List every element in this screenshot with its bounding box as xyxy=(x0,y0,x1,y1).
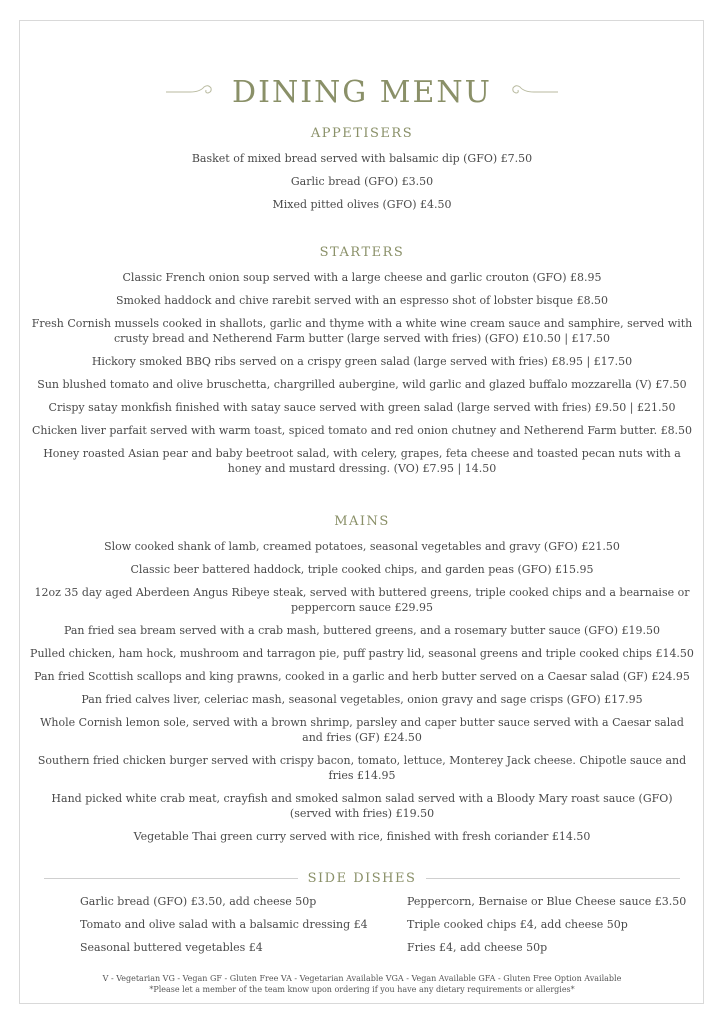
side-dishes-heading-row xyxy=(44,868,680,888)
menu-item: Southern fried chicken burger served with crispy bacon, tomato, lettuce, Monterey Jack cheese. Chipotle sauce and fries £14.95 xyxy=(37,754,687,782)
side-item: Seasonal buttered vegetables £4 xyxy=(80,941,263,954)
page-title: DINING MENU xyxy=(232,74,492,110)
left-flourish-icon xyxy=(164,82,214,102)
side-item: Garlic bread (GFO) £3.50, add cheese 50p xyxy=(80,895,317,908)
menu-item: Pulled chicken, ham hock, mushroom and tarragon pie, puff pastry lid, seasonal greens and triple cooked chips £14.50 xyxy=(30,647,694,660)
starters-section xyxy=(30,245,694,484)
menu-item: Whole Cornish lemon sole, served with a brown shrimp, parsley and caper butter sauce served with a Caesar salad and fries (GF) £24.50 xyxy=(40,716,684,744)
dietary-legend: V - Vegetarian VG - Vegan GF - Gluten Free VA - Vegetarian Available VGA - Vegan Available GFA - Gluten Free Option Available xyxy=(102,974,622,983)
menu-item: Vegetable Thai green curry served with rice, finished with fresh coriander £14.50 xyxy=(133,830,591,843)
right-flourish-icon xyxy=(510,82,560,102)
allergy-note: *Please let a member of the team know upon ordering if you have any dietary requirements or allergies* xyxy=(149,985,575,994)
menu-item: Mixed pitted olives (GFO) £4.50 xyxy=(272,198,452,211)
menu-item: Classic beer battered haddock, triple cooked chips, and garden peas (GFO) £15.95 xyxy=(130,563,594,576)
side-dishes-left-column xyxy=(80,890,368,959)
mains-section xyxy=(30,514,694,852)
menu-item: Hand picked white crab meat, crayfish and smoked salmon salad served with a Bloody Mary roast sauce (GFO) (served with fries) £19.50 xyxy=(51,792,673,820)
menu-item: Slow cooked shank of lamb, creamed potatoes, seasonal vegetables and gravy (GFO) £21.50 xyxy=(104,540,620,553)
menu-item: Chicken liver parfait served with warm toast, spiced tomato and red onion chutney and Netherend Farm butter. £8.50 xyxy=(31,424,693,437)
section-heading: SIDE DISHES xyxy=(307,870,417,886)
menu-item: Pan fried Scottish scallops and king prawns, cooked in a garlic and herb butter served on a Caesar salad (GF) £24.95 xyxy=(34,670,690,683)
menu-item: Crispy satay monkfish finished with satay sauce served with green salad (large served with fries) £9.50 | £21.50 xyxy=(48,401,676,414)
section-heading: MAINS xyxy=(334,514,390,529)
divider xyxy=(44,878,298,879)
divider xyxy=(426,878,680,879)
section-heading: STARTERS xyxy=(319,245,405,260)
menu-item: Classic French onion soup served with a large cheese and garlic crouton (GFO) £8.95 xyxy=(122,271,602,284)
side-item: Fries £4, add cheese 50p xyxy=(407,941,548,954)
menu-item: Garlic bread (GFO) £3.50 xyxy=(290,175,434,188)
menu-item: 12oz 35 day aged Aberdeen Angus Ribeye steak, served with buttered greens, triple cooked chips and a bearnaise or peppercorn sauce £29.95 xyxy=(34,586,690,614)
menu-item: Smoked haddock and chive rarebit served with an espresso shot of lobster bisque £8.50 xyxy=(115,294,609,307)
menu-item: Hickory smoked BBQ ribs served on a crispy green salad (large served with fries) £8.95 | £17.50 xyxy=(91,355,633,368)
menu-item: Basket of mixed bread served with balsamic dip (GFO) £7.50 xyxy=(191,152,533,165)
footer xyxy=(0,973,724,995)
side-item: Tomato and olive salad with a balsamic dressing £4 xyxy=(80,918,368,931)
section-heading: APPETISERS xyxy=(310,126,414,141)
menu-item: Honey roasted Asian pear and baby beetroot salad, with celery, grapes, feta cheese and toasted pecan nuts with a honey and mustard dressing. (VO) £7.95 | 14.50 xyxy=(43,447,681,475)
appetisers-section xyxy=(30,126,694,220)
menu-item: Pan fried sea bream served with a crab mash, buttered greens, and a rosemary butter sauce (GFO) £19.50 xyxy=(63,624,661,637)
menu-item: Fresh Cornish mussels cooked in shallots, garlic and thyme with a white wine cream sauce and samphire, served with crusty bread and Netherend Farm butter (large served with fries) (GFO) £10.50 | £17.50 xyxy=(31,317,693,345)
side-item: Peppercorn, Bernaise or Blue Cheese sauce £3.50 xyxy=(407,895,687,908)
title-row xyxy=(0,70,724,114)
menu-item: Pan fried calves liver, celeriac mash, seasonal vegetables, onion gravy and sage crisps (GFO) £17.95 xyxy=(81,693,643,706)
side-dishes-right-column xyxy=(407,890,686,959)
side-item: Triple cooked chips £4, add cheese 50p xyxy=(407,918,628,931)
menu-item: Sun blushed tomato and olive bruschetta, chargrilled aubergine, wild garlic and glazed buffalo mozzarella (V) £7.50 xyxy=(37,378,687,391)
